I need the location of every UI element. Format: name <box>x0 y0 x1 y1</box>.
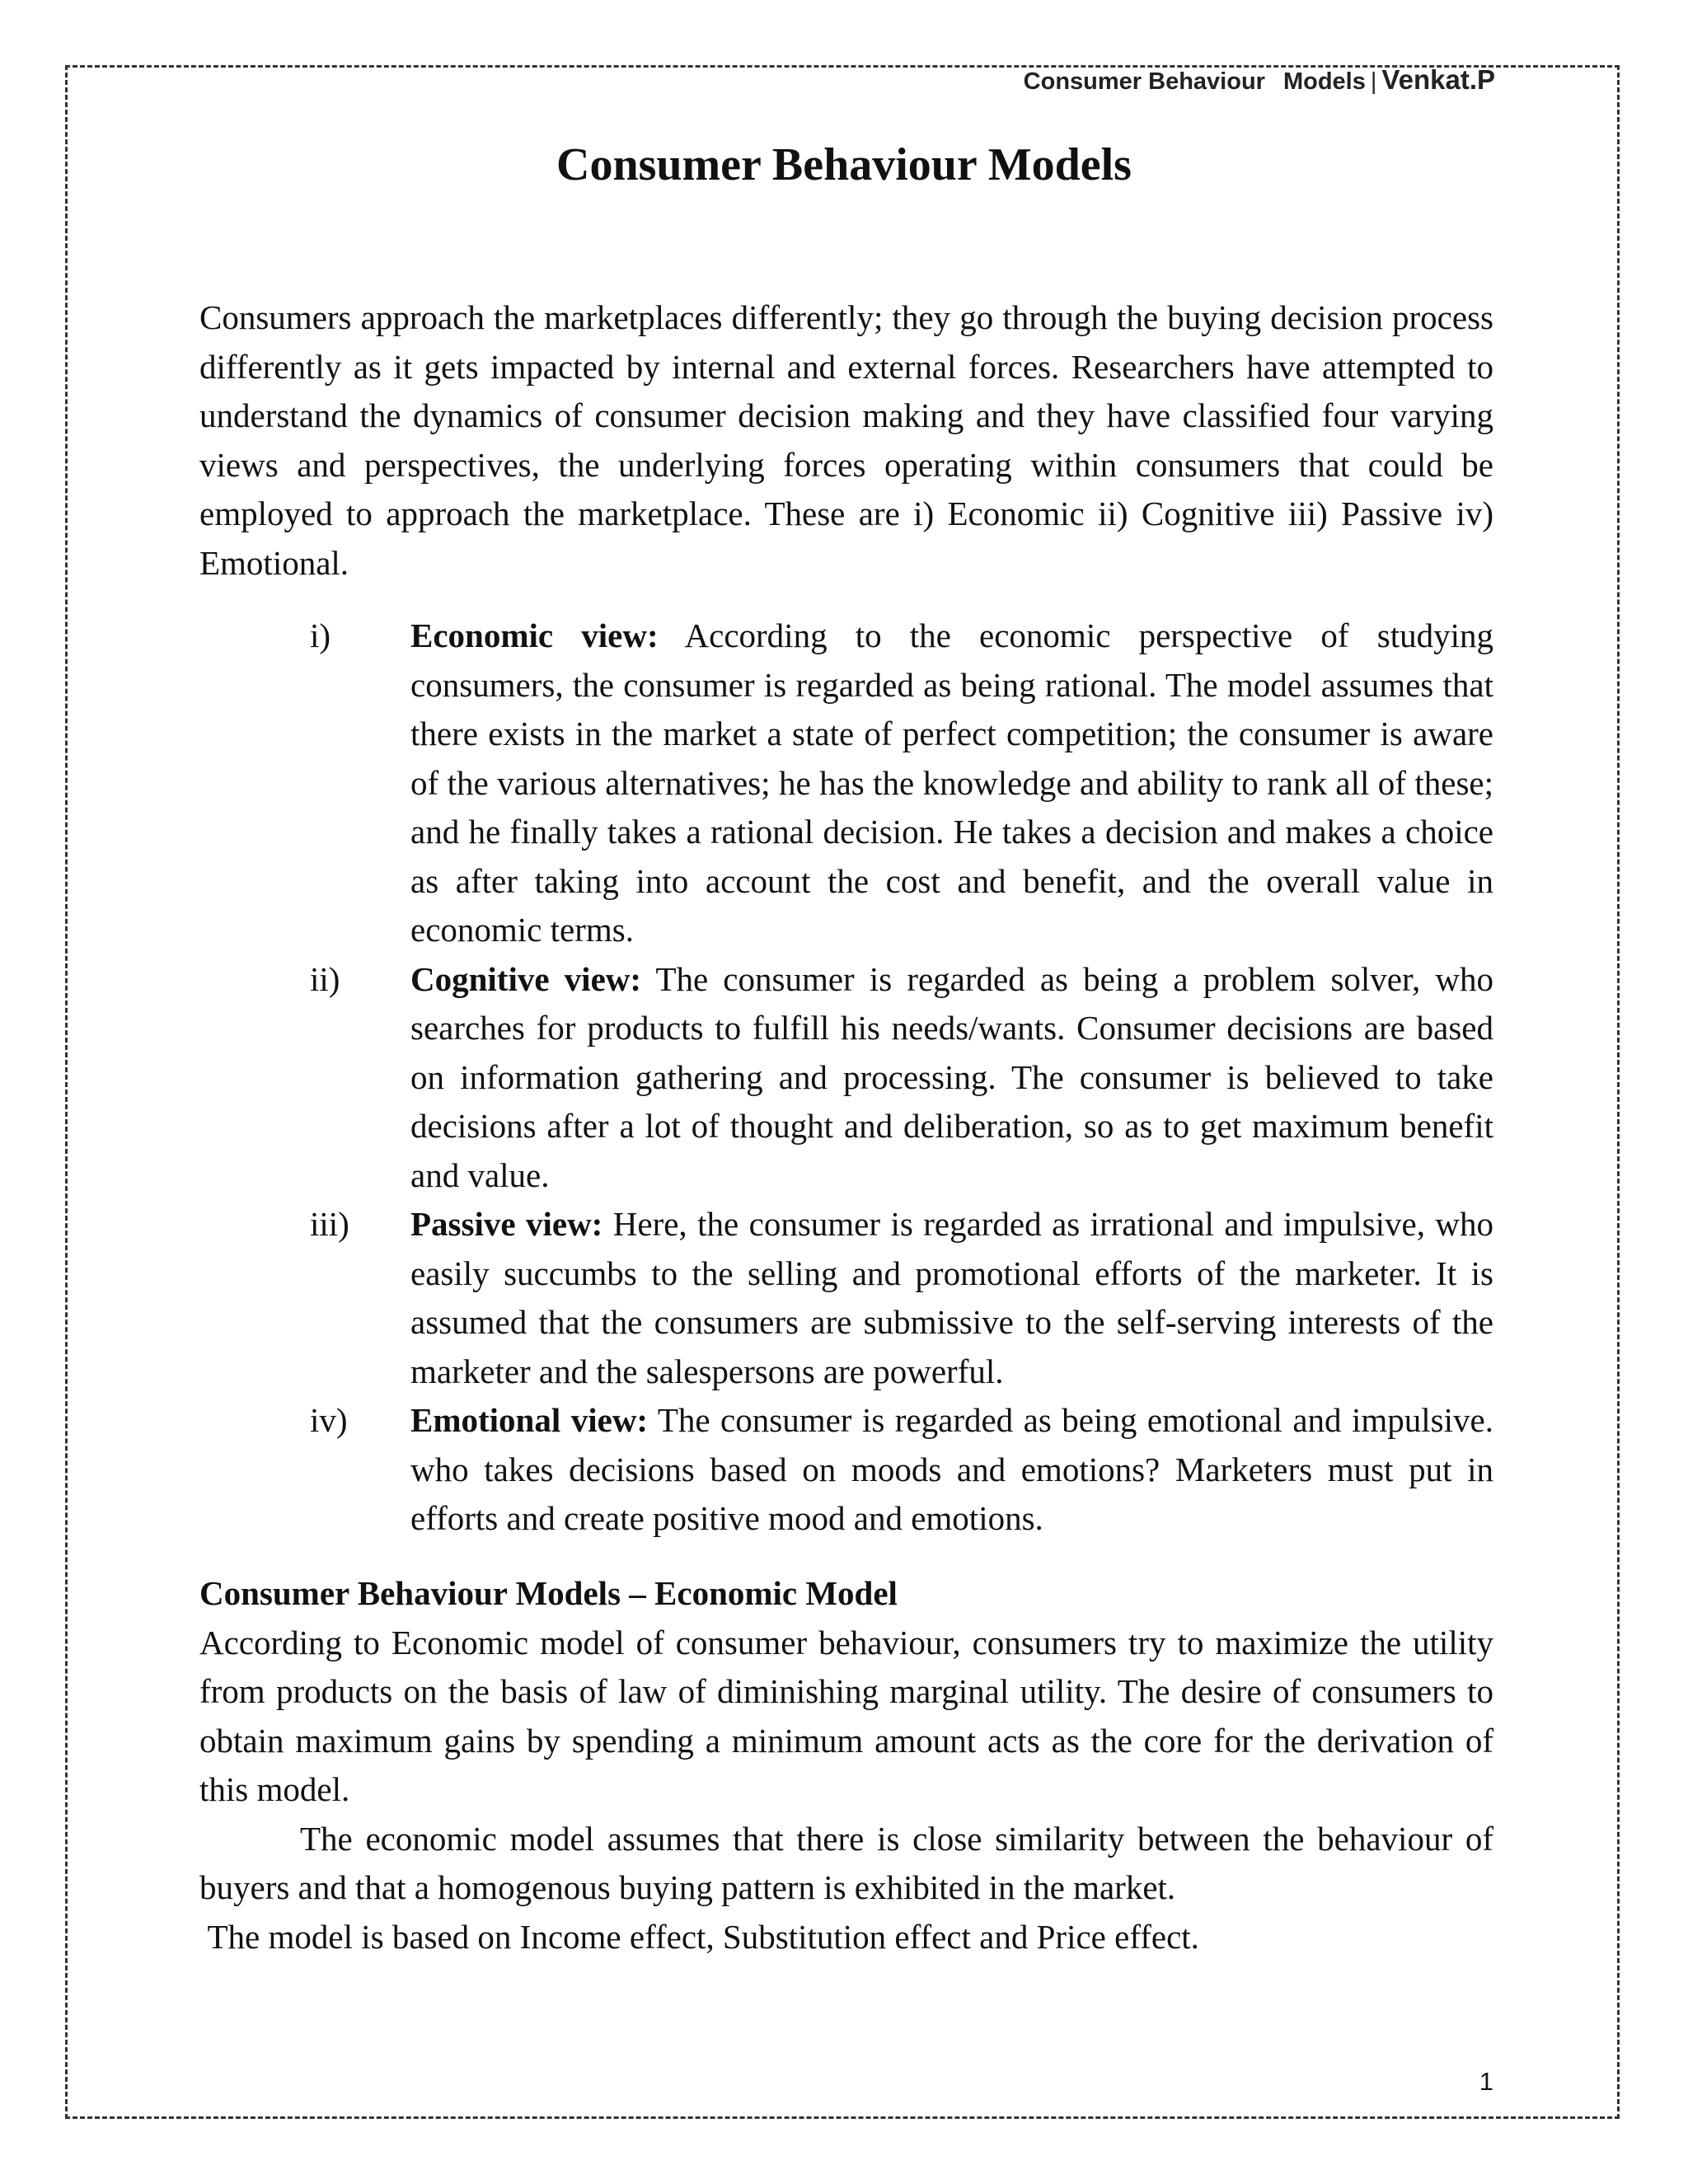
view-item-economic <box>199 612 1493 955</box>
view-item-passive <box>199 1200 1493 1396</box>
running-header <box>1024 64 1495 96</box>
view-label: Emotional view: <box>410 1401 649 1439</box>
view-description: According to the economic perspective of studying consumers, the consumer is regarded as being rational. The model assumes that there exists in the market a state of perfect competition; the consumer is aware of the various alternatives; he has the knowledge and ability to rank all of these; and he finally takes a rational decision. He takes a decision and makes a choice as after taking into account the cost and benefit, and the overall value in economic terms. <box>410 616 1493 949</box>
page-number: 1 <box>1479 2067 1493 2096</box>
economic-model-section <box>199 1569 1493 1961</box>
view-item-cognitive <box>199 955 1493 1201</box>
section-paragraph-2: The economic model assumes that there is close similarity between the behaviour of buyers and that a homogenous buying pattern is exhibited in the market. <box>199 1819 1493 1906</box>
view-description: Here, the consumer is regarded as irrational and impulsive, who easily succumbs to the selling and promotional efforts of the marketer. It is assumed that the consumers are submissive to the self-serving interests of the marketer and the salespersons are powerful. <box>410 1205 1493 1390</box>
header-separator: | <box>1370 68 1377 95</box>
view-label: Passive view: <box>410 1205 603 1243</box>
section-heading: Consumer Behaviour Models – Economic Model <box>199 1574 898 1612</box>
header-author: Venkat.P <box>1381 64 1495 95</box>
view-description: The consumer is regarded as being a problem solver, who searches for products to fulfill his needs/wants. Consumer decisions are based on information gathering and processing. The consumer is believed to take decisions after a lot of thought and deliberation, so as to get maximum benefit and value. <box>410 959 1493 1194</box>
page-title: Consumer Behaviour Models <box>556 139 1132 190</box>
header-title-part1: Consumer Behaviour <box>1023 68 1265 95</box>
view-label: Economic view: <box>410 616 659 654</box>
views-list <box>199 612 1493 1544</box>
view-label: Cognitive view: <box>410 959 642 998</box>
section-paragraph-1: According to Economic model of consumer behaviour, consumers try to maximize the utility from products on the basis of law of diminishing marginal utility. The desire of consumers to obtain maximum gains by spending a minimum amount acts as the core for the derivation of this model. <box>199 1623 1493 1808</box>
view-item-emotional <box>199 1396 1493 1544</box>
intro-paragraph: Consumers approach the marketplaces differently; they go through the buying decision process differently as it gets impacted by internal and external forces. Researchers have attempted to understand the dynamics of consumer decision making and they have classified four varying views and perspectives, the underlying forces operating within consumers that could be employed to approach the marketplace. These are i) Economic ii) Cognitive iii) Passive iv) Emotional. <box>199 298 1493 582</box>
view-number: ii) <box>310 959 340 998</box>
view-number: iii) <box>310 1205 349 1243</box>
view-number: i) <box>310 616 331 654</box>
header-title-part2: Models <box>1282 68 1366 95</box>
section-paragraph-3: The model is based on Income effect, Substitution effect and Price effect. <box>199 1917 1199 1956</box>
view-description: The consumer is regarded as being emotional and impulsive. who takes decisions based on moods and emotions? Marketers must put in efforts and create positive mood and emotions. <box>410 1401 1493 1537</box>
view-number: iv) <box>310 1401 348 1439</box>
